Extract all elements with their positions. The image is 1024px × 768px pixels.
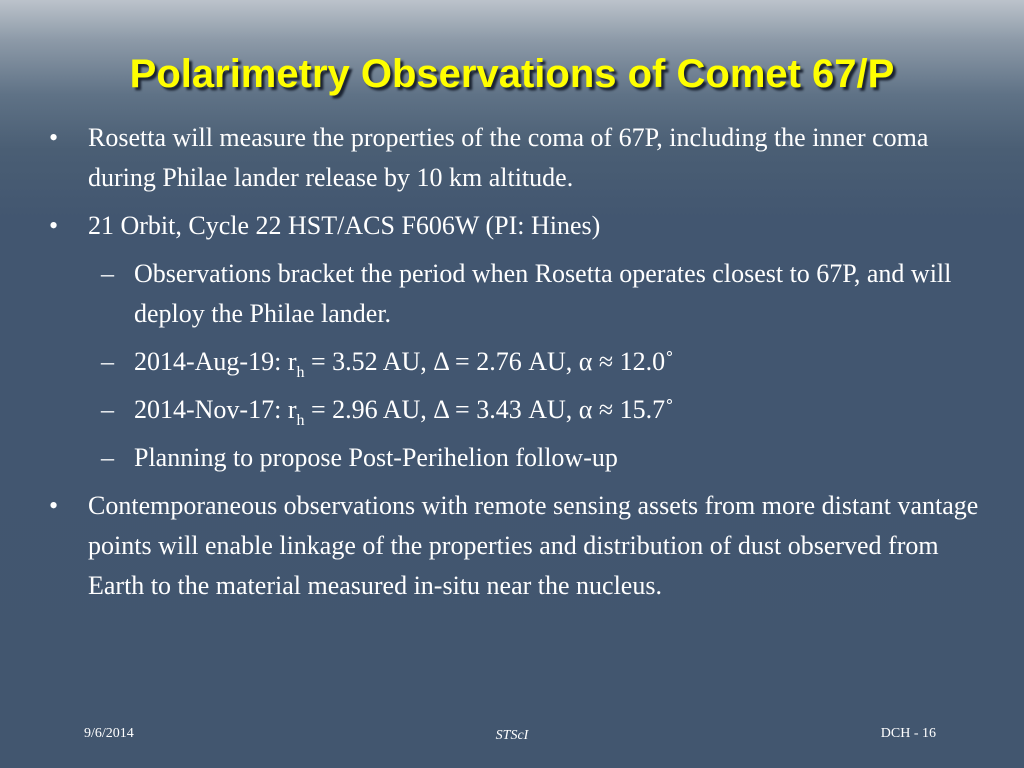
- subscript-h: h: [296, 364, 305, 381]
- bullet-marker: •: [49, 491, 59, 520]
- dash-marker: –: [101, 395, 114, 424]
- dash-marker: –: [101, 443, 114, 472]
- footer-organization: STScI: [495, 728, 529, 743]
- footer-date: 9/6/2014: [84, 726, 134, 741]
- sub-bullet-text-suffix: = 3.52 AU, Δ = 2.76 AU, α ≈ 12.0˚: [304, 347, 674, 376]
- slide-title: Polarimetry Observations of Comet 67/P: [129, 52, 895, 96]
- sub-bullet-text-prefix: 2014-Aug-19: r: [134, 347, 297, 376]
- bullet-marker: •: [49, 211, 59, 240]
- bullet-text: 21 Orbit, Cycle 22 HST/ACS F606W (PI: Hines): [88, 211, 601, 240]
- dash-marker: –: [101, 259, 114, 288]
- bullet-marker: •: [49, 123, 59, 152]
- slide-body: [0, 118, 1024, 606]
- sub-bullet-text: Planning to propose Post-Perihelion follow-up: [134, 443, 618, 472]
- sub-bullet-item: [0, 390, 1024, 430]
- sub-bullet-item: [0, 254, 1024, 334]
- bullet-text: Rosetta will measure the properties of the coma of 67P, including the inner coma during Philae lander release by 10 km altitude.: [88, 123, 929, 192]
- footer-page-number: DCH - 16: [880, 726, 936, 741]
- bullet-item: [0, 206, 1024, 246]
- sub-bullet-item: [0, 438, 1024, 478]
- bullet-item: [0, 486, 1024, 606]
- bullet-item: [0, 118, 1024, 198]
- bullet-text: Contemporaneous observations with remote sensing assets from more distant vantage points will enable linkage of the properties and distribution of dust observed from Earth to the material measured in-situ near the nucleus.: [88, 491, 979, 600]
- sub-bullet-item: [0, 342, 1024, 382]
- sub-bullet-text: Observations bracket the period when Rosetta operates closest to 67P, and will deploy the Philae lander.: [134, 259, 952, 328]
- sub-bullet-text-prefix: 2014-Nov-17: r: [134, 395, 297, 424]
- sub-bullet-text-suffix: = 2.96 AU, Δ = 3.43 AU, α ≈ 15.7˚: [304, 395, 674, 424]
- subscript-h: h: [296, 412, 305, 429]
- dash-marker: –: [101, 347, 114, 376]
